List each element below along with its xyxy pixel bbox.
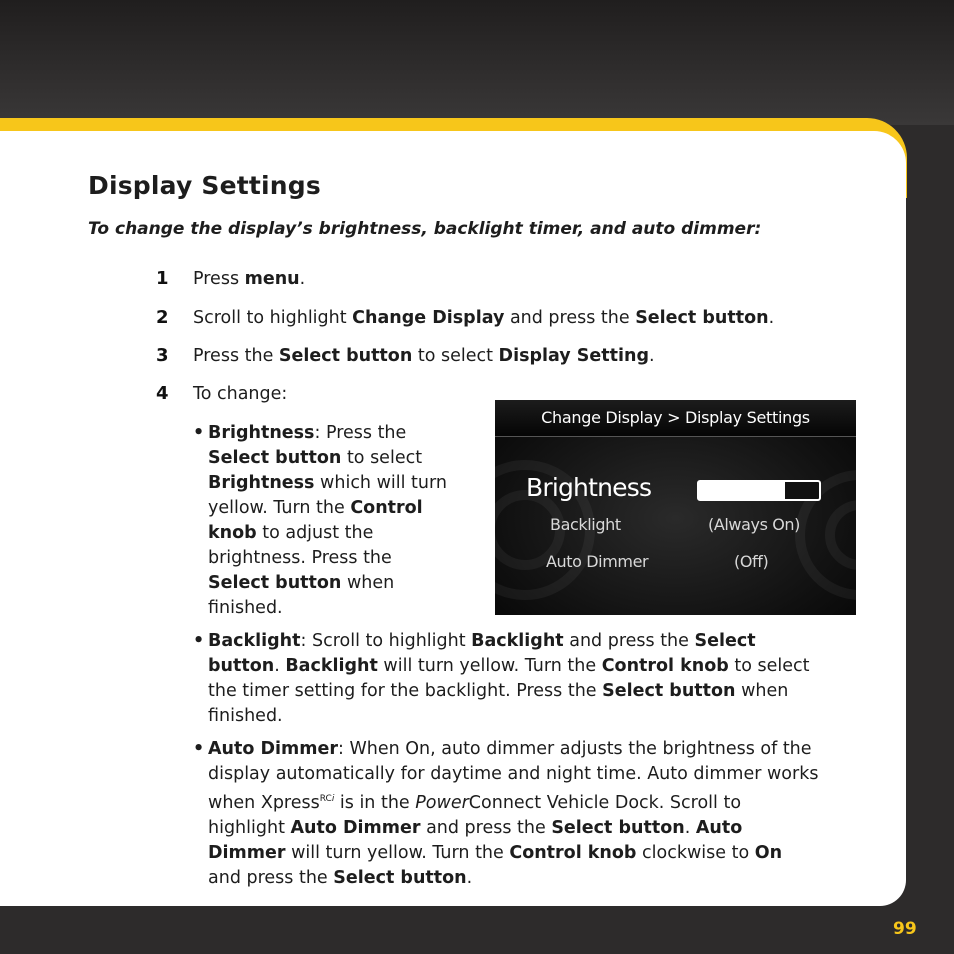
backlight-value: (Always On) [708, 515, 800, 534]
text-run: will turn yellow. Turn the [377, 656, 602, 676]
text-run: Scroll to highlight [193, 308, 353, 328]
step-number: 4 [156, 383, 169, 404]
text-run: to select [412, 346, 499, 366]
bullet-backlight [193, 629, 816, 729]
text-run: To change: [193, 384, 288, 404]
step-text [193, 346, 655, 366]
text-run: Backlight [285, 656, 378, 676]
page-title: Display Settings [88, 171, 321, 200]
text-run: Display Setting [498, 346, 649, 366]
step-text [193, 269, 305, 289]
text-run: which will turn yellow. Turn the [208, 473, 447, 518]
text-run: to select the timer setting for the backlight. Press the [208, 656, 810, 701]
bullet-dot: • [193, 631, 205, 651]
text-run: Select button [278, 346, 413, 366]
brightness-label: Brightness [526, 473, 652, 502]
bullet-auto-dimmer [193, 737, 820, 891]
bullet-text [208, 423, 447, 618]
text-run: Brightness [208, 473, 315, 493]
text-run: Select button [333, 867, 467, 888]
step-number: 1 [156, 268, 169, 289]
header-band [0, 0, 954, 125]
text-run: Auto Dimmer [290, 817, 421, 838]
text-run: Change Display [352, 308, 505, 328]
bullet-brightness [193, 421, 452, 621]
text-run: Control knob [208, 498, 423, 543]
text-run: : When On, auto dimmer adjusts the brightness of the display automatically for daytime and night time. Auto dimmer works when Xpress [208, 739, 819, 813]
text-run: will turn yellow. Turn the [285, 842, 510, 863]
text-run: Select button [208, 631, 756, 676]
text-run: On [754, 842, 783, 863]
text-run: : Press the [314, 423, 407, 443]
text-run: to select [341, 448, 423, 468]
step-text [193, 384, 287, 404]
bullet-dot: • [193, 423, 205, 443]
display-settings-screenshot [495, 400, 856, 615]
text-run: Control knob [601, 656, 729, 676]
text-run: Power [415, 792, 469, 813]
text-run: . [299, 269, 306, 289]
text-run: Press [193, 269, 245, 289]
text-run: . [768, 308, 775, 328]
bullet-text [208, 739, 818, 888]
text-run: and press the [563, 631, 695, 651]
text-run: when finished. [208, 573, 395, 618]
brightness-bar-fill [699, 482, 785, 499]
text-run: Select button [208, 573, 342, 593]
text-run: menu [244, 269, 300, 289]
text-run: Connect Vehicle Dock. Scroll to highlight [208, 792, 742, 838]
step-number: 3 [156, 345, 169, 366]
text-run: Backlight [471, 631, 564, 651]
text-run: Backlight [208, 631, 301, 651]
text-run: Brightness [208, 423, 315, 443]
text-run: clockwise to [636, 842, 755, 863]
text-run: Auto Dimmer [208, 739, 338, 759]
text-run: RC [319, 794, 332, 804]
brightness-bar [697, 480, 821, 501]
text-run: and press the [208, 867, 334, 888]
autodimmer-value: (Off) [734, 552, 769, 571]
text-run: . [684, 817, 696, 838]
text-run: . [648, 346, 655, 366]
text-run: i [331, 794, 335, 804]
bullet-text [208, 631, 810, 726]
backlight-label: Backlight [550, 515, 621, 534]
section-subtitle: To change the display’s brightness, backlight timer, and auto dimmer: [88, 219, 762, 239]
page-number: 99 [893, 919, 917, 939]
screen-title: Change Display > Display Settings [495, 400, 856, 437]
text-run: Select button [602, 681, 736, 701]
text-run: Select button [208, 448, 342, 468]
step-number: 2 [156, 307, 169, 328]
text-run: Auto Dimmer [208, 817, 743, 863]
text-run: to adjust the brightness. Press the [208, 523, 392, 568]
text-run: : Scroll to highlight [300, 631, 472, 651]
text-run: when finished. [208, 681, 789, 726]
text-run: Control knob [509, 842, 637, 863]
text-run: . [466, 867, 473, 888]
bullet-dot: • [193, 739, 205, 759]
text-run: and press the [420, 817, 552, 838]
text-run: Press the [193, 346, 279, 366]
text-run: Select button [551, 817, 685, 838]
text-run: and press the [504, 308, 636, 328]
text-run: is in the [334, 792, 416, 813]
text-run: Select button [635, 308, 769, 328]
autodimmer-label: Auto Dimmer [546, 552, 649, 571]
text-run: . [274, 656, 286, 676]
step-text [193, 308, 774, 328]
